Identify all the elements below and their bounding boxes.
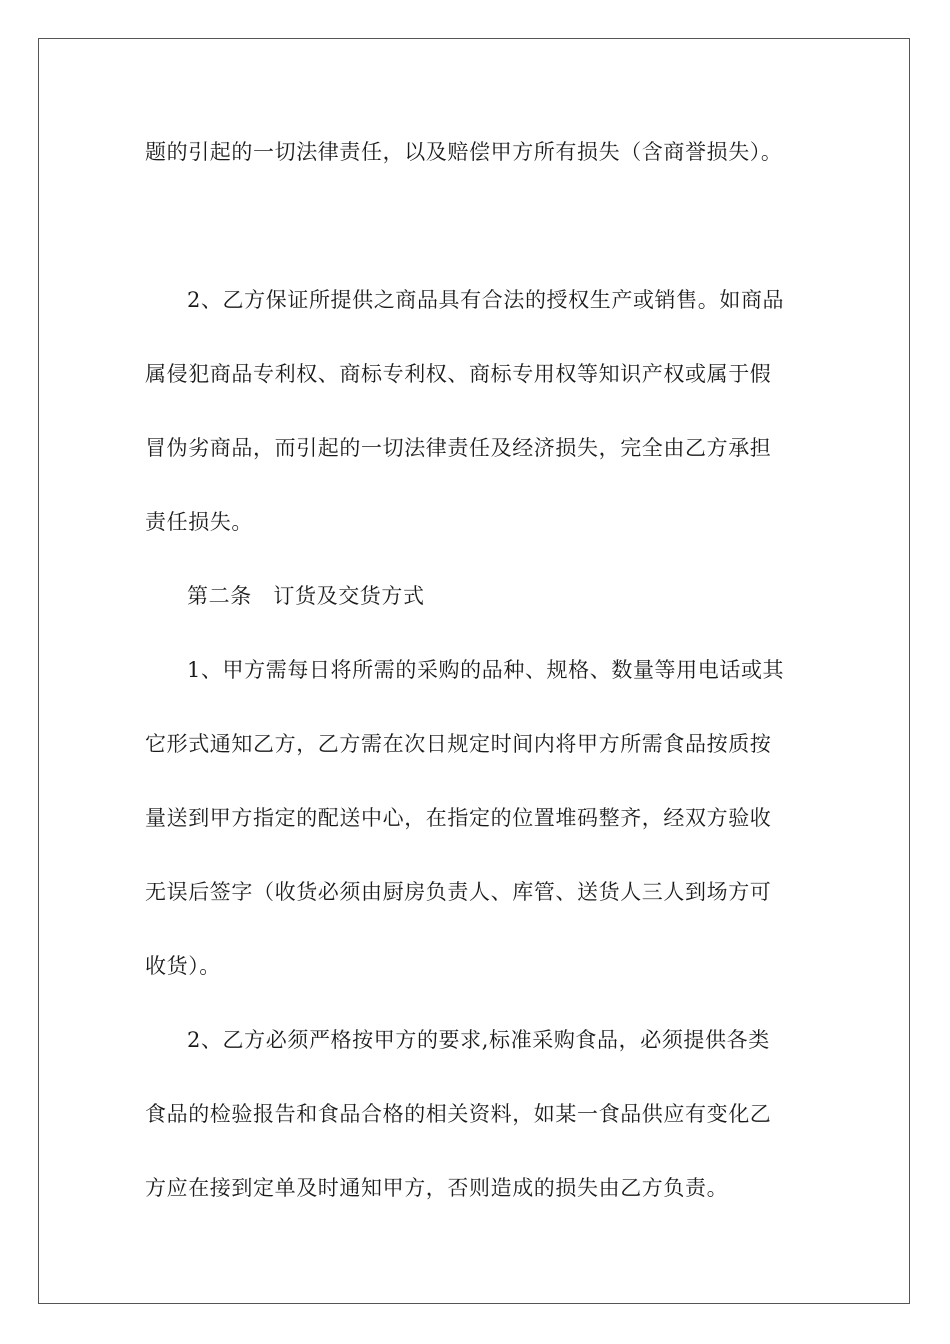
paragraph-line: 责任损失。 [145, 510, 253, 534]
paragraph-line: 量送到甲方指定的配送中心，在指定的位置堆码整齐，经双方验收 [145, 806, 772, 830]
paragraph-line: 2、乙方必须严格按甲方的要求,标准采购食品，必须提供各类 [187, 1028, 770, 1052]
paragraph-line: 冒伪劣商品，而引起的一切法律责任及经济损失，完全由乙方承担 [145, 436, 772, 460]
paragraph-line: 方应在接到定单及时通知甲方，否则造成的损失由乙方负责。 [145, 1176, 729, 1200]
paragraph-line: 它形式通知乙方，乙方需在次日规定时间内将甲方所需食品按质按 [145, 732, 772, 756]
paragraph-line: 属侵犯商品专利权、商标专利权、商标专用权等知识产权或属于假 [145, 362, 772, 386]
paragraph-line: 题的引起的一切法律责任，以及赔偿甲方所有损失（含商誉损失）。 [145, 140, 783, 164]
paragraph-line: 食品的检验报告和食品合格的相关资料，如某一食品供应有变化乙 [145, 1102, 772, 1126]
paragraph-line: 2、乙方保证所提供之商品具有合法的授权生产或销售。如商品 [187, 288, 785, 312]
paragraph-line: 无误后签字（收货必须由厨房负责人、库管、送货人三人到场方可 [145, 880, 772, 904]
section-heading: 第二条 订货及交货方式 [187, 584, 425, 608]
paragraph-line: 收货）。 [145, 954, 221, 978]
paragraph-line: 1、甲方需每日将所需的采购的品种、规格、数量等用电话或其 [187, 658, 785, 682]
